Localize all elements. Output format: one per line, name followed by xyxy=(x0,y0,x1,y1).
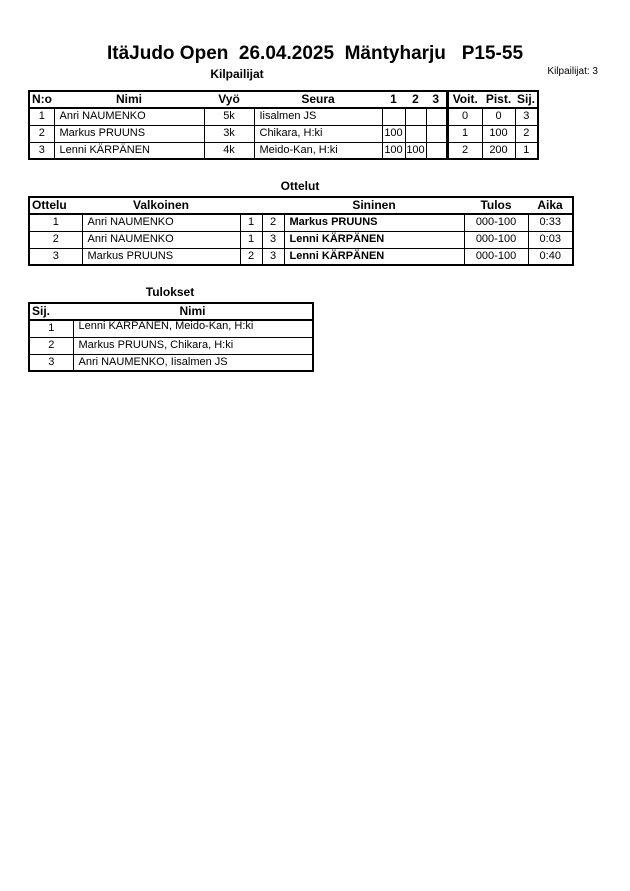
col-header-sij: Sij. xyxy=(515,91,538,108)
white-competitor: Markus PRUUNS xyxy=(82,248,240,265)
white-competitor: Anri NAUMENKO xyxy=(82,214,240,231)
table-row xyxy=(29,248,573,265)
table-row xyxy=(29,108,538,125)
wins: 0 xyxy=(447,108,482,125)
match-no: 2 xyxy=(29,231,82,248)
col-header-nimi: Nimi xyxy=(73,303,313,320)
competitor-name: Markus PRUUNS xyxy=(54,125,204,142)
competitor-belt: 4k xyxy=(204,142,254,159)
placement: 3 xyxy=(515,108,538,125)
table-row xyxy=(29,337,313,354)
col-header-nimi: Nimi xyxy=(54,91,204,108)
score-3 xyxy=(426,142,447,159)
table-row xyxy=(29,142,538,159)
competitor-club: Iisalmen JS xyxy=(254,108,382,125)
score-2 xyxy=(405,125,426,142)
blue-competitor: Lenni KÄRPÄNEN xyxy=(284,231,464,248)
table-row xyxy=(29,231,573,248)
result-name xyxy=(73,320,313,337)
col-header-valkoinen: Valkoinen xyxy=(82,197,240,214)
score-1 xyxy=(382,108,405,125)
section-title-kilpailijat: Kilpailijat xyxy=(210,67,264,81)
result-place: 3 xyxy=(29,354,73,371)
white-competitor: Anri NAUMENKO xyxy=(82,231,240,248)
result-name: Markus PRUUNS, Chikara, H:ki xyxy=(73,337,313,354)
col-header-blue-no xyxy=(262,197,284,214)
section-title-ottelut: Ottelut xyxy=(280,179,320,193)
competitor-belt: 3k xyxy=(204,125,254,142)
result-place: 2 xyxy=(29,337,73,354)
match-time: 0:40 xyxy=(528,248,573,265)
col-header-white-no xyxy=(240,197,262,214)
table-row xyxy=(29,354,313,371)
score-2: 100 xyxy=(405,142,426,159)
wins: 2 xyxy=(447,142,482,159)
score-3 xyxy=(426,108,447,125)
match-result: 000-100 xyxy=(464,231,528,248)
blue-competitor: Markus PRUUNS xyxy=(284,214,464,231)
col-header-sininen: Sininen xyxy=(284,197,464,214)
points: 100 xyxy=(482,125,515,142)
col-header-ottelu: Ottelu xyxy=(29,197,82,214)
col-header-score2: 2 xyxy=(405,91,426,108)
kilpailijat-table xyxy=(28,90,539,160)
score-1: 100 xyxy=(382,142,405,159)
blue-competitor: Lenni KÄRPÄNEN xyxy=(284,248,464,265)
kilpailijat-header-row xyxy=(29,91,538,108)
score-2 xyxy=(405,108,426,125)
competitor-club: Meido-Kan, H:ki xyxy=(254,142,382,159)
competitor-no: 3 xyxy=(29,142,54,159)
result-name-text: Lenni KÄRPÄNEN, Meido-Kan, H:ki xyxy=(78,320,254,333)
competitor-name: Lenni KÄRPÄNEN xyxy=(54,142,204,159)
blue-number: 3 xyxy=(262,231,284,248)
match-result: 000-100 xyxy=(464,248,528,265)
section-title-tulokset: Tulokset xyxy=(145,285,195,299)
match-time: 0:03 xyxy=(528,231,573,248)
table-row xyxy=(29,214,573,231)
placement: 1 xyxy=(515,142,538,159)
ottelut-header-row xyxy=(29,197,573,214)
competitors-count: Kilpailijat: 3 xyxy=(547,66,598,77)
col-header-voit: Voit. xyxy=(447,91,482,108)
ottelut-table xyxy=(28,196,574,266)
blue-number: 3 xyxy=(262,248,284,265)
white-number: 1 xyxy=(240,214,262,231)
tulokset-header-row xyxy=(29,303,313,320)
competitor-belt: 5k xyxy=(204,108,254,125)
result-place: 1 xyxy=(29,320,73,337)
page-title: ItäJudo Open 26.04.2025 Mäntyharju P15-55 xyxy=(106,43,524,64)
points: 0 xyxy=(482,108,515,125)
table-row xyxy=(29,125,538,142)
col-header-score3: 3 xyxy=(426,91,447,108)
tulokset-table xyxy=(28,302,314,372)
wins: 1 xyxy=(447,125,482,142)
match-no: 3 xyxy=(29,248,82,265)
match-no: 1 xyxy=(29,214,82,231)
blue-number: 2 xyxy=(262,214,284,231)
competitor-club: Chikara, H:ki xyxy=(254,125,382,142)
result-name: Anri NAUMENKO, Iisalmen JS xyxy=(73,354,313,371)
col-header-aika: Aika xyxy=(528,197,573,214)
col-header-sij: Sij. xyxy=(29,303,73,320)
col-header-vyo: Vyö xyxy=(204,91,254,108)
competitor-no: 2 xyxy=(29,125,54,142)
competitor-name: Anri NAUMENKO xyxy=(54,108,204,125)
col-header-seura: Seura xyxy=(254,91,382,108)
col-header-score1: 1 xyxy=(382,91,405,108)
score-1: 100 xyxy=(382,125,405,142)
score-3 xyxy=(426,125,447,142)
match-time: 0:33 xyxy=(528,214,573,231)
table-row xyxy=(29,320,313,337)
placement: 2 xyxy=(515,125,538,142)
points: 200 xyxy=(482,142,515,159)
competitor-no: 1 xyxy=(29,108,54,125)
white-number: 1 xyxy=(240,231,262,248)
col-header-tulos: Tulos xyxy=(464,197,528,214)
col-header-pist: Pist. xyxy=(482,91,515,108)
white-number: 2 xyxy=(240,248,262,265)
col-header-no: N:o xyxy=(29,91,54,108)
match-result: 000-100 xyxy=(464,214,528,231)
